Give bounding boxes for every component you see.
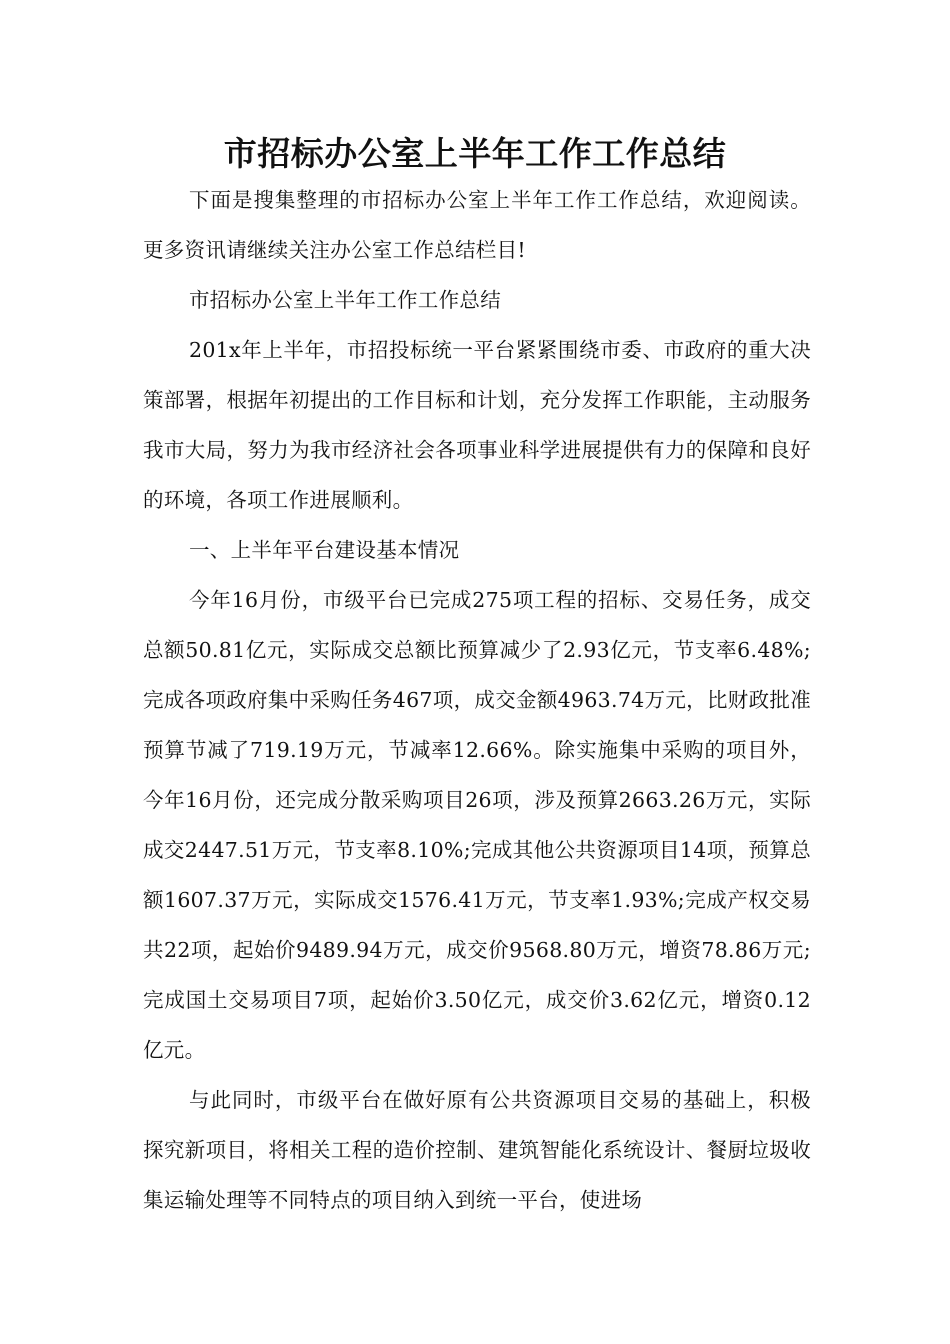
subsection-heading: 一、上半年平台建设基本情况 [189,538,460,562]
document-title: 市招标办公室上半年工作工作总结 [223,134,727,173]
overview-paragraph: 201x年上半年，市招投标统一平台紧紧围绕市委、市政府的重大决策部署，根据年初提出的工作目标和计划，充分发挥工作职能，主动服务我市大局，努力为我市经济社会各项事业科学进展提供有力的保障和良好的环境，各项工作进展顺利。 [143,338,811,512]
new-projects-paragraph: 与此同时，市级平台在做好原有公共资源项目交易的基础上，积极探究新项目，将相关工程的造价控制、建筑智能化系统设计、餐厨垃圾收集运输处理等不同特点的项目纳入到统一平台，使进场 [143,1088,811,1212]
section-heading: 市招标办公室上半年工作工作总结 [189,288,501,312]
intro-paragraph: 下面是搜集整理的市招标办公室上半年工作工作总结，欢迎阅读。更多资讯请继续关注办公室工作总结栏目! [143,188,811,262]
statistics-paragraph: 今年16月份，市级平台已完成275项工程的招标、交易任务，成交总额50.81亿元，实际成交总额比预算减少了2.93亿元，节支率6.48%;完成各项政府集中采购任务467项，成交金额4963.74万元，比财政批准预算节减了719.19万元，节减率12.66%。除实施集中采购的项目外，今年16月份，还完成分散采购项目26项，涉及预算2663.26万元，实际成交2447.51万元，节支率8.10%;完成其他公共资源项目14项，预算总额1607.37万元，实际成交1576.41万元，节支率1.93%;完成产权交易共22项，起始价9489.94万元，成交价9568.80万元，增资78.86万元;完成国土交易项目7项，起始价3.50亿元，成交价3.62亿元，增资0.12亿元。 [143,588,811,1062]
document-body [143,175,811,1225]
